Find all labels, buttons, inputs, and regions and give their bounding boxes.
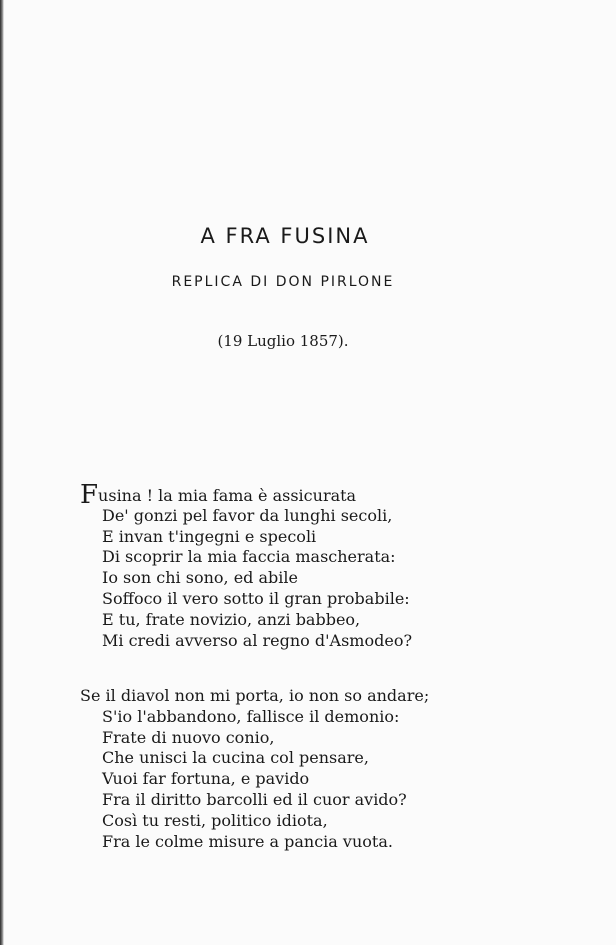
verse-line: S'io l'abbandono, fallisce il demonio: [102,706,400,726]
verse-line: Soffoco il vero sotto il gran probabile: [102,588,410,608]
poem-title: A FRA FUSINA [200,224,370,248]
poem-date: (19 Luglio 1857). [217,332,349,350]
stanza-1 [0,480,616,651]
verse-line: Frate di nuovo conio, [102,727,275,747]
verse-line: Che unisci la cucina col pensare, [102,748,369,768]
verse-line [0,480,616,510]
verse-line: Mi credi avverso al regno d'Asmodeo? [102,630,413,650]
verse-line: De' gonzi pel favor da lunghi secoli, [102,505,393,525]
drop-cap: F [80,480,99,510]
verse-line: Fra il diritto barcolli ed il cuor avido? [102,789,407,809]
verse-text: usina ! la mia fama è assicurata [98,486,357,505]
verse-line: Fra le colme misure a pancia vuota. [102,831,393,851]
poem-subtitle: REPLICA DI DON PIRLONE [171,274,395,290]
verse-line: Vuoi far fortuna, e pavido [102,769,310,789]
verse-line: Di scoprir la mia faccia mascherata: [102,547,396,567]
verse-line: E invan t'ingegni e specoli [102,526,317,546]
verse-line: Così tu resti, politico idiota, [102,810,328,830]
stanza-2 [0,686,616,852]
verse-line: E tu, frate novizio, anzi babbeo, [102,609,361,629]
verse-line: Io son chi sono, ed abile [102,568,298,588]
verse-line: Se il diavol non mi porta, io non so andare; [80,686,430,705]
